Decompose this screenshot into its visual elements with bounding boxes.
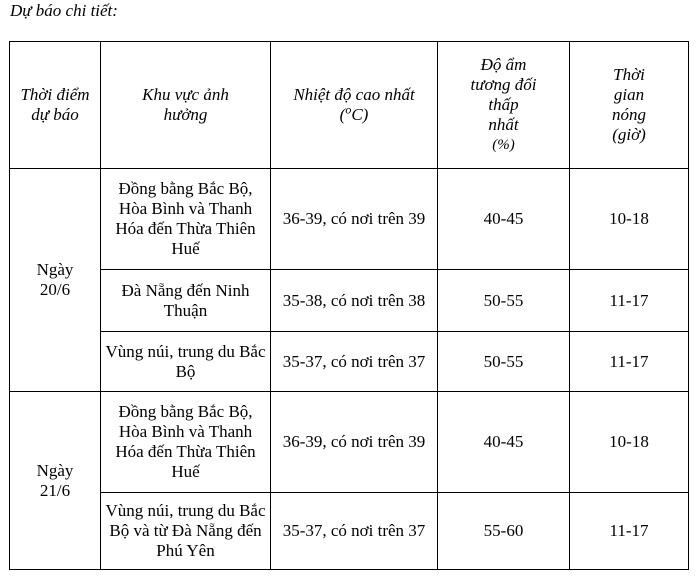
day-cell: Ngày 21/6 [10, 392, 101, 570]
humidity-cell: 40-45 [438, 169, 570, 270]
humidity-cell: 40-45 [438, 392, 570, 493]
forecast-table [9, 41, 689, 570]
area-cell: Vùng núi, trung du Bắc Bộ [101, 332, 271, 392]
humidity-cell: 50-55 [438, 332, 570, 392]
day-cell: Ngày 20/6 [10, 169, 101, 392]
header-max-temperature: Nhiệt độ cao nhất ($^o$C) [271, 42, 438, 169]
area-cell: Vùng núi, trung du Bắc Bộ và từ Đà Nẵng đến Phú Yên [101, 493, 271, 570]
header-forecast-time: Thời điểm dự báo [10, 42, 101, 169]
hot-hours-cell: 11-17 [570, 332, 689, 392]
area-cell: Đà Nẵng đến Ninh Thuận [101, 270, 271, 332]
table-row [10, 493, 689, 570]
area-cell: Đồng bằng Bắc Bộ, Hòa Bình và Thanh Hóa đến Thừa Thiên Huế [101, 392, 271, 493]
header-affected-area: Khu vực ảnh hưởng [101, 42, 271, 169]
table-row [10, 332, 689, 392]
table-row [10, 270, 689, 332]
hot-hours-cell: 10-18 [570, 392, 689, 493]
header-hot-hours: Thời gian nóng (giờ) [570, 42, 689, 169]
table-row [10, 392, 689, 493]
temperature-cell: 35-37, có nơi trên 37 [271, 493, 438, 570]
temperature-cell: 35-38, có nơi trên 38 [271, 270, 438, 332]
temperature-cell: 36-39, có nơi trên 39 [271, 392, 438, 493]
hot-hours-cell: 10-18 [570, 169, 689, 270]
area-cell: Đồng bằng Bắc Bộ, Hòa Bình và Thanh Hóa đến Thừa Thiên Huế [101, 169, 271, 270]
temperature-cell: 36-39, có nơi trên 39 [271, 169, 438, 270]
hot-hours-cell: 11-17 [570, 493, 689, 570]
humidity-cell: 55-60 [438, 493, 570, 570]
section-heading: Dự báo chi tiết: [10, 1, 118, 20]
table-row [10, 169, 689, 270]
header-min-humidity: Độ ẩm tương đối thấp nhất (%) [438, 42, 570, 169]
table-header-row [10, 42, 689, 169]
hot-hours-cell: 11-17 [570, 270, 689, 332]
humidity-cell: 50-55 [438, 270, 570, 332]
temperature-cell: 35-37, có nơi trên 37 [271, 332, 438, 392]
